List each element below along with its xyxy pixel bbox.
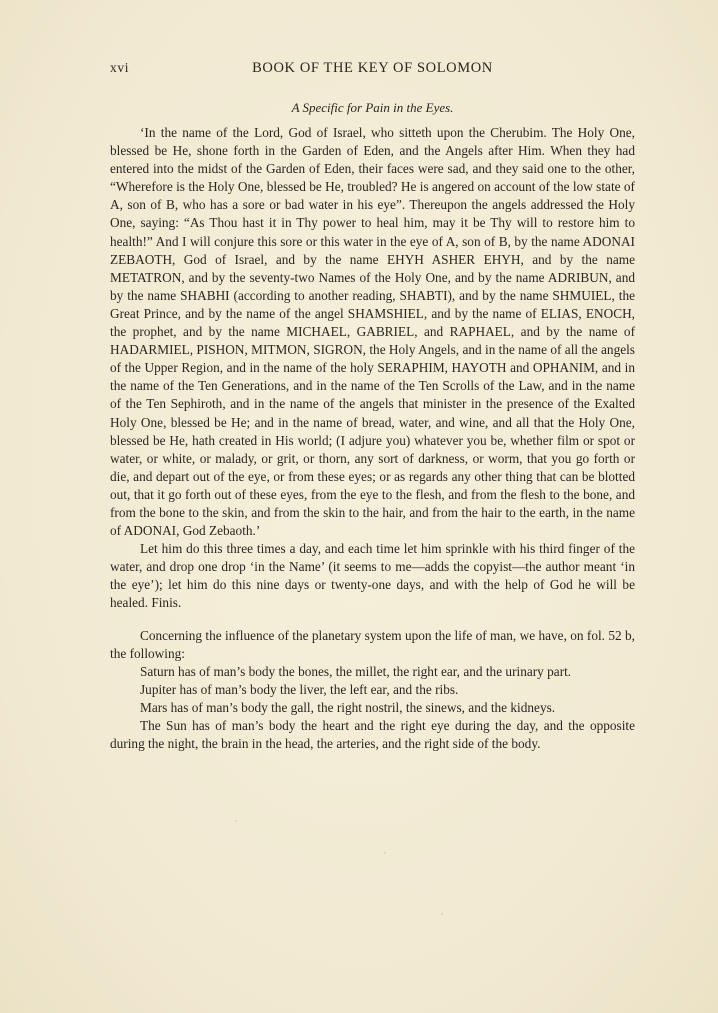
paper-speck <box>384 852 386 854</box>
paragraph-planetary-intro: Concerning the influence of the planetary system upon the life of man, we have, on fol. 52 b, the following: <box>110 627 635 661</box>
body-text <box>110 124 635 753</box>
page-number: xvi <box>110 60 130 75</box>
list-item-jupiter: Jupiter has of man’s body the liver, the left ear, and the ribs. <box>140 681 459 697</box>
running-head <box>110 60 635 80</box>
paragraph-conjuration: ‘In the name of the Lord, God of Israel, who sitteth upon the Cherubim. The Holy One, blessed be He, shone forth in the Garden of Eden, and the Angels after Him. When they had entered into the midst of the Garden of Eden, their faces were sad, and they said one to the other, “Wherefore is the Holy One, blessed be He, troubled? He is angered on account of the low state of A, son of B, who has a sore or bad water in his eye”. Thereupon the angels addressed the Holy One, saying: “As Thou hast it in Thy power to heal him, may it be Thy will to restore him to health!” And I will conjure this sore or this water in the eye of A, son of B, by the name ADONAI ZEBAOTH, God of Israel, and by the name EHYH ASHER EHYH, and by the name METATRON, and by the seventy-two Names of the Holy One, and by the name ADRIBUN, and by the name SHABHI (according to another reading, SHABTI), and by the name SHMUIEL, the Great Prince, and by the name of the angel SHAMSHIEL, and by the name of ELIAS, ENOCH, the prophet, and by the name MICHAEL, GABRIEL, and RAPHAEL, and by the name of HADARMIEL, PISHON, MITMON, SIGRON, the Holy Angels, and in the name of all the angels of the Upper Region, and in the name of the holy SERAPHIM, HAYOTH and OPHANIM, and in the name of the Ten Generations, and in the name of the Ten Scrolls of the Law, and in the name of the Ten Sephiroth, and in the name of the angels that minister in the presence of the Exalted Holy One, blessed be He; and in the name of bread, water, and wine, and all that the Holy One, blessed be He, hath created in His world; (I adjure you) whatever you be, whether film or spot or water, or white, or malady, or grit, or thorn, any sort of darkness, or worm, that you go forth or die, and depart out of the eye, or from these eyes; or as regards any other thing that can be blotted out, that it go forth out of these eyes, from the eye to the flesh, and from the flesh to the bone, and from the bone to the skin, and from the skin to the hair, and from the hair to the earth, in the name of ADONAI, God Zebaoth.’ <box>110 125 635 539</box>
list-item-saturn: Saturn has of man’s body the bones, the millet, the right ear, and the urinary part. <box>140 663 572 679</box>
paragraph-instructions: Let him do this three times a day, and each time let him sprinkle with his third finger of the water, and drop one drop ‘in the Name’ (it seems to me—adds the copyist—the author meant ‘in the eye’); let him do this nine days or twenty-one days, and with the help of God he will be healed. Finis. <box>110 541 635 611</box>
section-title: A Specific for Pain in the Eyes. <box>291 100 454 115</box>
list-item-mars: Mars has of man’s body the gall, the right nostril, the sinews, and the kidneys. <box>140 699 556 715</box>
list-item-sun: The Sun has of man’s body the heart and the right eye during the day, and the opposite during the night, the brain in the head, the arteries, and the right side of the body. <box>110 718 635 752</box>
paper-speck <box>441 913 443 915</box>
running-title: BOOK OF THE KEY OF SOLOMON <box>252 60 493 76</box>
paper-speck <box>235 820 237 822</box>
